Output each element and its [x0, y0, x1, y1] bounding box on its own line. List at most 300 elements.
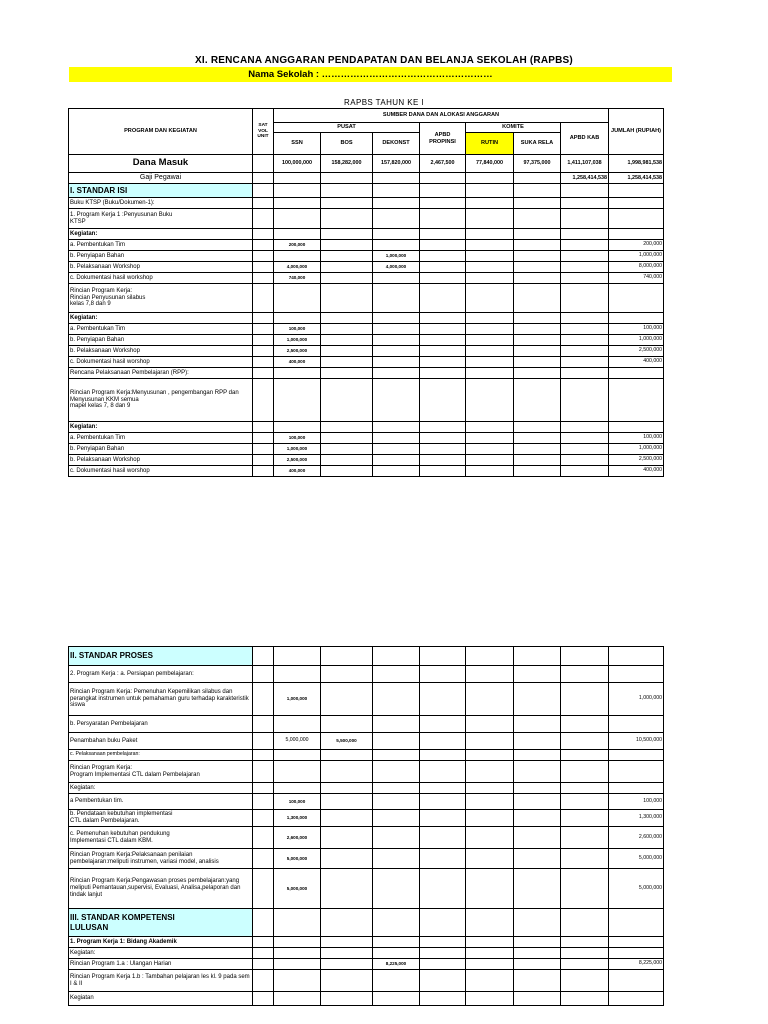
sat-vol-unit-cell	[253, 794, 274, 810]
header-program: PROGRAM DAN KEGIATAN	[69, 109, 253, 155]
table-row	[69, 433, 664, 444]
suka-rela-cell	[514, 324, 561, 335]
apbd-kab-cell	[561, 716, 609, 733]
apbd-prov-cell	[420, 827, 466, 849]
jumlah-cell	[609, 783, 664, 794]
rutin-cell	[466, 937, 514, 948]
apbd-prov-cell	[420, 869, 466, 909]
row-description: b. Pelaksanaan Workshop	[69, 455, 253, 466]
ssn-cell	[274, 368, 321, 379]
jumlah-cell: 2,500,000	[609, 346, 664, 357]
row-description: Rincian Program Kerja: Rincian Penyusunan silabus kelas 7,8 dan 9	[69, 284, 253, 313]
row-description: b. Pendataan kebutuhan implementasi CTL dalam Pembelajaran.	[69, 810, 253, 827]
sat-vol-unit-cell	[253, 313, 274, 324]
apbd-prov-cell	[420, 209, 466, 229]
dana-masuk-suka-rela: 97,375,000	[514, 155, 561, 173]
sat-vol-unit-cell	[253, 346, 274, 357]
header-pusat: PUSAT	[274, 123, 420, 133]
rutin-cell	[466, 313, 514, 324]
ssn-cell: 2,500,000	[274, 455, 321, 466]
ssn-cell	[274, 251, 321, 262]
ssn-cell	[274, 992, 321, 1006]
header-komite: KOMITE	[466, 123, 561, 133]
apbd-prov-cell	[420, 346, 466, 357]
suka-rela-cell	[514, 209, 561, 229]
bos-cell	[321, 750, 373, 761]
apbd-kab-cell	[561, 948, 609, 959]
suka-rela-cell	[514, 666, 561, 683]
row-description: Rincian Program Kerja:Pelaksanaan penilaian pembelajaran:meliputi instrumen, variasi model, analisis	[69, 849, 253, 869]
apbd-prov-cell	[420, 198, 466, 209]
rutin-cell	[466, 948, 514, 959]
bos-cell	[321, 273, 373, 284]
sat-vol-unit-cell	[253, 761, 274, 783]
row-description: b. Persyaratan Pembelajaran	[69, 716, 253, 733]
rutin-cell	[466, 794, 514, 810]
table-row	[69, 198, 664, 209]
table-row	[69, 948, 664, 959]
ssn-cell: 5,000,000	[274, 869, 321, 909]
table-row	[69, 959, 664, 970]
dana-masuk-jumlah: 1,998,981,538	[609, 155, 664, 173]
dana-masuk-bos: 158,282,000	[321, 155, 373, 173]
rutin-cell	[466, 262, 514, 273]
rutin-cell	[466, 444, 514, 455]
apbd-kab-cell	[561, 869, 609, 909]
bos-cell	[321, 229, 373, 240]
sat-vol-unit-cell	[253, 466, 274, 477]
rapbs-table-upper	[68, 108, 664, 477]
apbd-prov-cell	[420, 335, 466, 346]
rutin-cell	[466, 869, 514, 909]
apbd-prov-cell	[420, 455, 466, 466]
row-description: Kegiatan:	[69, 229, 253, 240]
suka-rela-cell	[514, 849, 561, 869]
table-row	[69, 284, 664, 313]
header-bos: BOS	[321, 133, 373, 155]
suka-rela-cell	[514, 992, 561, 1006]
suka-rela-cell	[514, 240, 561, 251]
bos-cell	[321, 810, 373, 827]
suka-rela-cell	[514, 761, 561, 783]
dekonst-cell	[373, 937, 420, 948]
dekonst-cell: 1,000,000	[373, 251, 420, 262]
table-row	[69, 869, 664, 909]
apbd-kab-cell	[561, 379, 609, 422]
suka-rela-cell	[514, 455, 561, 466]
ssn-cell	[274, 209, 321, 229]
bos-cell	[321, 313, 373, 324]
ssn-cell: 100,000	[274, 433, 321, 444]
ssn-cell: 2,600,000	[274, 827, 321, 849]
empty-cell	[514, 647, 561, 666]
apbd-prov-cell	[420, 716, 466, 733]
apbd-kab-cell	[561, 466, 609, 477]
apbd-prov-cell	[420, 357, 466, 368]
rutin-cell	[466, 198, 514, 209]
bos-cell	[321, 794, 373, 810]
row-description: 2. Program Kerja : a. Persiapan pembelajaran:	[69, 666, 253, 683]
apbd-prov-cell	[420, 262, 466, 273]
table-row	[69, 733, 664, 750]
ssn-cell: 400,000	[274, 466, 321, 477]
jumlah-cell	[609, 937, 664, 948]
sat-vol-unit-cell	[253, 284, 274, 313]
rutin-cell	[466, 733, 514, 750]
table-row	[69, 937, 664, 948]
jumlah-cell: 400,000	[609, 466, 664, 477]
apbd-kab-cell	[561, 240, 609, 251]
row-description: c. Dokumentasi hasil worshop	[69, 466, 253, 477]
dekonst-cell	[373, 273, 420, 284]
dekonst-cell	[373, 733, 420, 750]
sat-vol-unit-cell	[253, 262, 274, 273]
apbd-kab-cell	[561, 444, 609, 455]
row-description: Penambahan buku Paket	[69, 733, 253, 750]
suka-rela-cell	[514, 335, 561, 346]
bos-cell	[321, 716, 373, 733]
suka-rela-cell	[514, 810, 561, 827]
rutin-cell	[466, 959, 514, 970]
sat-vol-unit-cell	[253, 433, 274, 444]
jumlah-cell	[609, 716, 664, 733]
empty-cell	[321, 909, 373, 937]
sat-vol-unit-cell	[253, 959, 274, 970]
table-row	[69, 750, 664, 761]
row-description: Rincian Program Kerja:Pengawasan proses pembelajaran:yang meliputi Pemantauan,supervisi, Evaluasi, Analisa,pelaporan dan tindak lanjut	[69, 869, 253, 909]
ssn-cell: 2,500,000	[274, 346, 321, 357]
suka-rela-cell	[514, 794, 561, 810]
rutin-cell	[466, 251, 514, 262]
jumlah-cell: 1,000,000	[609, 444, 664, 455]
empty-cell	[561, 909, 609, 937]
sat-vol-unit-cell	[253, 324, 274, 335]
jumlah-cell: 1,000,000	[609, 683, 664, 716]
sat-vol-unit-cell	[253, 937, 274, 948]
bos-cell	[321, 937, 373, 948]
empty-cell	[466, 647, 514, 666]
dekonst-cell	[373, 666, 420, 683]
jumlah-cell: 100,000	[609, 433, 664, 444]
dana-masuk-rutin: 77,840,000	[466, 155, 514, 173]
sat-vol-unit-cell	[253, 992, 274, 1006]
apbd-prov-cell	[420, 251, 466, 262]
dekonst-cell	[373, 992, 420, 1006]
jumlah-cell	[609, 761, 664, 783]
sat-vol-unit-cell	[253, 733, 274, 750]
apbd-kab-cell	[561, 313, 609, 324]
ssn-cell	[274, 948, 321, 959]
apbd-kab-cell	[561, 810, 609, 827]
rutin-cell	[466, 466, 514, 477]
dekonst-cell	[373, 433, 420, 444]
bos-cell	[321, 970, 373, 992]
header-apbd-propinsi: APBD PROPINSI	[420, 123, 466, 155]
row-description: a. Pembentukan Tim	[69, 240, 253, 251]
dekonst-cell	[373, 869, 420, 909]
rutin-cell	[466, 666, 514, 683]
bos-cell	[321, 422, 373, 433]
table-row	[69, 466, 664, 477]
table-row	[69, 992, 664, 1006]
apbd-kab-cell	[561, 335, 609, 346]
jumlah-cell	[609, 948, 664, 959]
apbd-prov-cell	[420, 810, 466, 827]
table-row	[69, 335, 664, 346]
table-row	[69, 229, 664, 240]
apbd-prov-cell	[420, 368, 466, 379]
bos-cell	[321, 357, 373, 368]
rutin-cell	[466, 433, 514, 444]
ssn-cell: 100,000	[274, 794, 321, 810]
rutin-cell	[466, 273, 514, 284]
bos-cell	[321, 683, 373, 716]
dana-masuk-ssn: 100,000,000	[274, 155, 321, 173]
ssn-cell	[274, 937, 321, 948]
ssn-cell	[274, 666, 321, 683]
sat-vol-unit-cell	[253, 229, 274, 240]
apbd-kab-cell	[561, 324, 609, 335]
jumlah-cell: 400,000	[609, 357, 664, 368]
ssn-cell: 740,000	[274, 273, 321, 284]
dekonst-cell	[373, 750, 420, 761]
section-header-row	[69, 909, 664, 937]
jumlah-cell	[609, 284, 664, 313]
ssn-cell: 200,000	[274, 240, 321, 251]
dekonst-cell: 4,000,000	[373, 262, 420, 273]
rutin-cell	[466, 324, 514, 335]
sat-vol-unit-cell	[253, 368, 274, 379]
rutin-cell	[466, 761, 514, 783]
table-row	[69, 827, 664, 849]
rutin-cell	[466, 992, 514, 1006]
jumlah-cell: 8,000,000	[609, 262, 664, 273]
bos-cell	[321, 455, 373, 466]
sat-vol-unit-cell	[253, 716, 274, 733]
table-row	[69, 313, 664, 324]
apbd-prov-cell	[420, 849, 466, 869]
apbd-prov-cell	[420, 761, 466, 783]
apbd-kab-cell	[561, 849, 609, 869]
dekonst-cell	[373, 198, 420, 209]
section-title: II. STANDAR PROSES	[69, 647, 253, 666]
header-rutin: RUTIN	[466, 133, 514, 155]
apbd-kab-cell	[561, 273, 609, 284]
apbd-prov-cell	[420, 324, 466, 335]
rutin-cell	[466, 827, 514, 849]
sat-vol-unit-cell	[253, 357, 274, 368]
apbd-kab-cell	[561, 666, 609, 683]
dana-masuk-row	[69, 155, 664, 173]
sat-vol-unit-cell	[253, 666, 274, 683]
bos-cell: 5,500,000	[321, 733, 373, 750]
sat-vol-unit-cell	[253, 810, 274, 827]
dekonst-cell	[373, 849, 420, 869]
suka-rela-cell	[514, 273, 561, 284]
table-row	[69, 324, 664, 335]
table-row	[69, 379, 664, 422]
suka-rela-cell	[514, 444, 561, 455]
empty-cell	[321, 647, 373, 666]
jumlah-cell: 10,500,000	[609, 733, 664, 750]
empty-cell	[561, 647, 609, 666]
bos-cell	[321, 869, 373, 909]
sat-vol-unit-cell	[253, 379, 274, 422]
row-description: Kegiatan:	[69, 422, 253, 433]
suka-rela-cell	[514, 869, 561, 909]
rutin-cell	[466, 455, 514, 466]
apbd-prov-cell	[420, 937, 466, 948]
ssn-cell	[274, 284, 321, 313]
bos-cell	[321, 948, 373, 959]
empty-cell	[514, 909, 561, 937]
table-row	[69, 357, 664, 368]
section-header-row	[69, 647, 664, 666]
apbd-prov-cell	[420, 666, 466, 683]
bos-cell	[321, 466, 373, 477]
apbd-kab-cell	[561, 761, 609, 783]
table-row	[69, 683, 664, 716]
ssn-cell	[274, 970, 321, 992]
jumlah-cell: 2,600,000	[609, 827, 664, 849]
dekonst-cell	[373, 346, 420, 357]
rutin-cell	[466, 335, 514, 346]
row-description: c. Pelaksanaan pembelajaran:	[69, 750, 253, 761]
dekonst-cell	[373, 783, 420, 794]
apbd-kab-cell	[561, 198, 609, 209]
apbd-prov-cell	[420, 783, 466, 794]
empty-cell	[373, 647, 420, 666]
rutin-cell	[466, 346, 514, 357]
rapbs-year-label: RAPBS TAHUN KE I	[344, 98, 424, 107]
jumlah-cell	[609, 750, 664, 761]
section-title: I. STANDAR ISI	[69, 184, 253, 198]
table-row	[69, 273, 664, 284]
suka-rela-cell	[514, 733, 561, 750]
apbd-prov-cell	[420, 466, 466, 477]
bos-cell	[321, 379, 373, 422]
apbd-kab-cell	[561, 357, 609, 368]
apbd-prov-cell	[420, 794, 466, 810]
suka-rela-cell	[514, 313, 561, 324]
apbd-kab-cell	[561, 937, 609, 948]
sat-vol-unit-cell	[253, 683, 274, 716]
row-description: Buku KTSP (Buku/Dokumen-1):	[69, 198, 253, 209]
empty-cell	[373, 909, 420, 937]
suka-rela-cell	[514, 357, 561, 368]
suka-rela-cell	[514, 959, 561, 970]
dekonst-cell	[373, 368, 420, 379]
dekonst-cell: 8,225,000	[373, 959, 420, 970]
dana-masuk-apbd-kab: 1,411,107,038	[561, 155, 609, 173]
rutin-cell	[466, 683, 514, 716]
apbd-kab-cell	[561, 992, 609, 1006]
document-title: XI. RENCANA ANGGARAN PENDAPATAN DAN BELANJA SEKOLAH (RAPBS)	[195, 55, 573, 66]
suka-rela-cell	[514, 251, 561, 262]
ssn-cell	[274, 959, 321, 970]
bos-cell	[321, 335, 373, 346]
sat-vol-unit-cell	[253, 251, 274, 262]
table-row	[69, 368, 664, 379]
apbd-prov-cell	[420, 992, 466, 1006]
ssn-cell	[274, 198, 321, 209]
rutin-cell	[466, 422, 514, 433]
apbd-kab-cell	[561, 209, 609, 229]
jumlah-cell: 5,000,000	[609, 849, 664, 869]
apbd-prov-cell	[420, 733, 466, 750]
row-description: 1. Program Kerja 1: Bidang Akademik	[69, 937, 253, 948]
rutin-cell	[466, 810, 514, 827]
header-apbd-kab: APBD KAB	[561, 123, 609, 155]
bos-cell	[321, 827, 373, 849]
bos-cell	[321, 262, 373, 273]
jumlah-cell: 8,225,000	[609, 959, 664, 970]
table-row	[69, 251, 664, 262]
row-description: a. Pembentukan Tim	[69, 324, 253, 335]
rutin-cell	[466, 368, 514, 379]
section-standar-isi	[69, 184, 664, 198]
bos-cell	[321, 992, 373, 1006]
dekonst-cell	[373, 444, 420, 455]
apbd-kab-cell	[561, 368, 609, 379]
table-row	[69, 716, 664, 733]
apbd-kab-cell	[561, 733, 609, 750]
jumlah-cell	[609, 198, 664, 209]
jumlah-cell	[609, 229, 664, 240]
suka-rela-cell	[514, 466, 561, 477]
header-jumlah: JUMLAH (RUPIAH)	[609, 109, 664, 155]
dekonst-cell	[373, 466, 420, 477]
jumlah-cell	[609, 666, 664, 683]
sat-vol-unit-cell	[253, 273, 274, 284]
jumlah-cell: 1,300,000	[609, 810, 664, 827]
row-description: Kegiatan:	[69, 313, 253, 324]
sat-vol-unit-cell	[253, 209, 274, 229]
sat-vol-unit-cell	[253, 444, 274, 455]
sat-vol-unit-cell	[253, 422, 274, 433]
table-row	[69, 970, 664, 992]
rutin-cell	[466, 750, 514, 761]
dekonst-cell	[373, 209, 420, 229]
ssn-cell: 400,000	[274, 357, 321, 368]
empty-cell	[466, 909, 514, 937]
bos-cell	[321, 198, 373, 209]
apbd-prov-cell	[420, 970, 466, 992]
jumlah-cell	[609, 992, 664, 1006]
row-description: a. Pembentukan Tim	[69, 433, 253, 444]
ssn-cell	[274, 229, 321, 240]
row-description: Rincian Program 1.a : Ulangan Harian	[69, 959, 253, 970]
rutin-cell	[466, 209, 514, 229]
ssn-cell	[274, 750, 321, 761]
apbd-kab-cell	[561, 783, 609, 794]
table-row	[69, 783, 664, 794]
bos-cell	[321, 284, 373, 313]
ssn-cell	[274, 379, 321, 422]
sat-vol-unit-cell	[253, 198, 274, 209]
row-description: b. Pelaksanaan Workshop	[69, 262, 253, 273]
dekonst-cell	[373, 324, 420, 335]
bos-cell	[321, 346, 373, 357]
empty-cell	[420, 647, 466, 666]
row-description: 1. Program Kerja 1 :Penyusunan Buku KTSP	[69, 209, 253, 229]
rutin-cell	[466, 783, 514, 794]
suka-rela-cell	[514, 783, 561, 794]
sat-vol-unit-cell	[253, 335, 274, 346]
rutin-cell	[466, 379, 514, 422]
apbd-kab-cell	[561, 284, 609, 313]
apbd-prov-cell	[420, 229, 466, 240]
